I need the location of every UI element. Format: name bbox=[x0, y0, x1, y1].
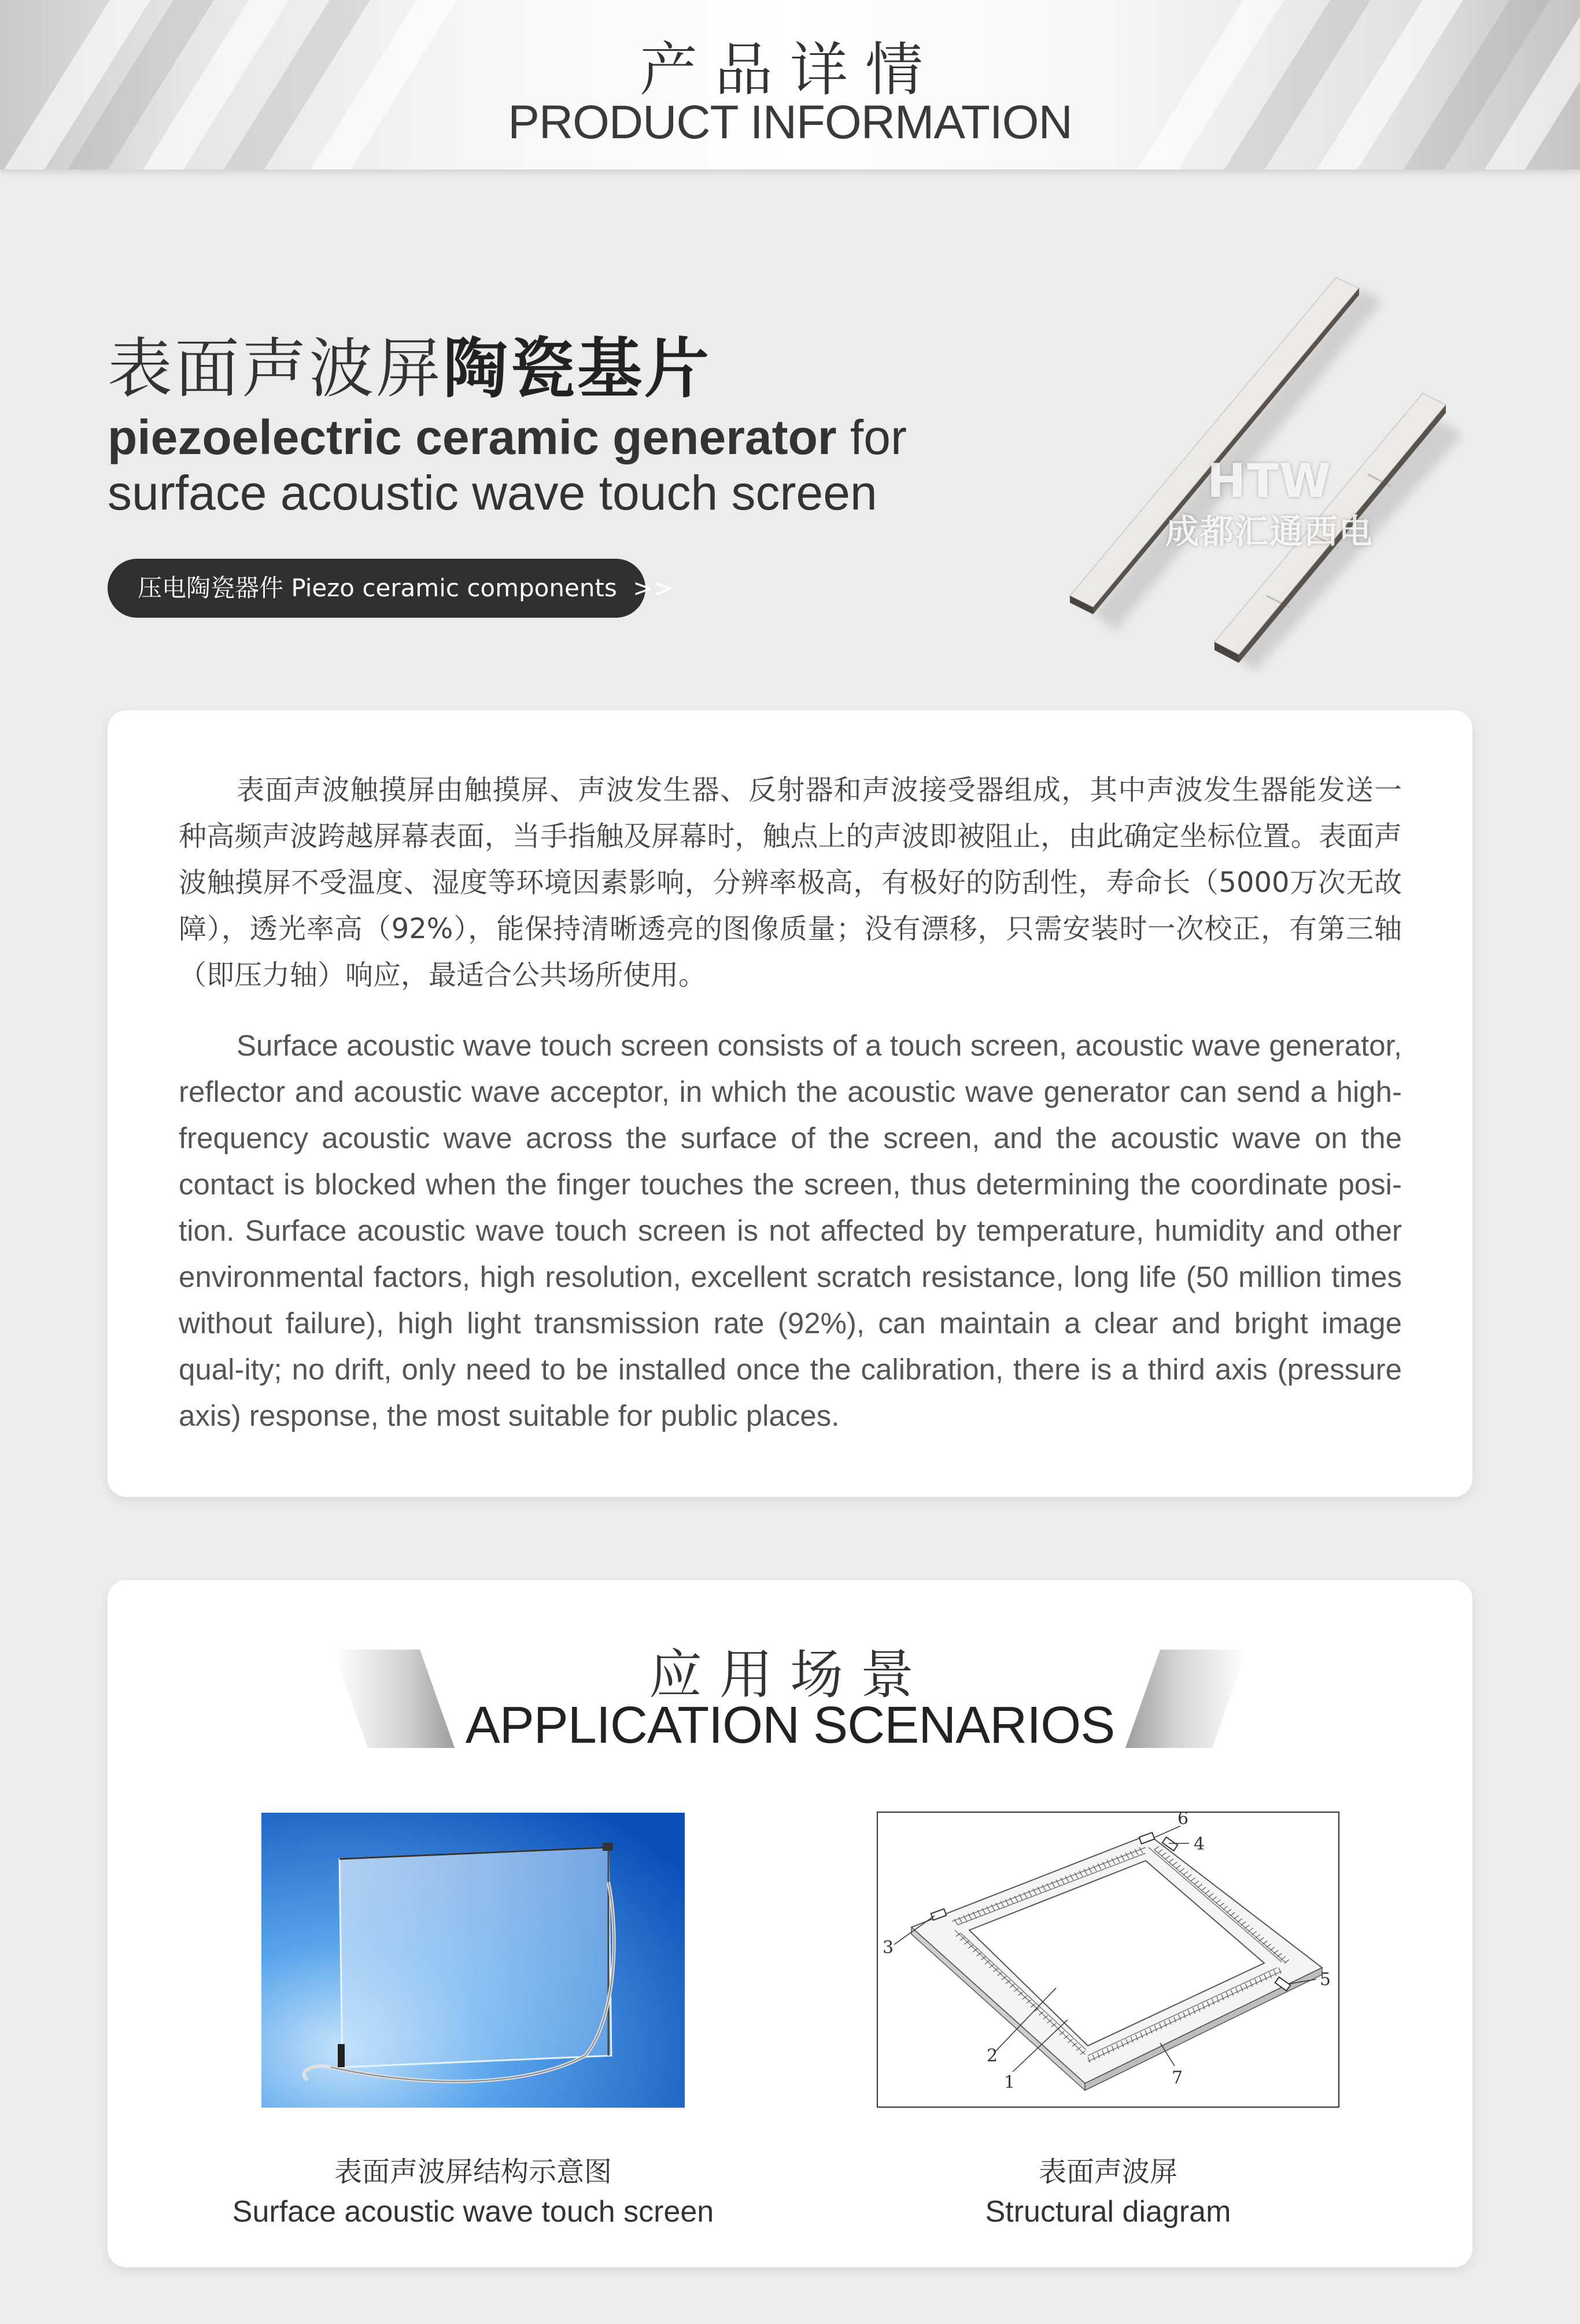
page-title-en: PRODUCT INFORMATION bbox=[508, 96, 1072, 149]
watermark-company: 成都汇通西电 bbox=[1165, 512, 1374, 551]
product-title-cn bbox=[108, 317, 711, 410]
caption-en: Surface acoustic wave touch screen bbox=[232, 2195, 714, 2229]
page-title-cn: 产品详情 bbox=[640, 36, 940, 104]
double-chevron-right-icon: >> bbox=[633, 574, 674, 602]
section-title-cn: 应用场景 bbox=[648, 1644, 931, 1706]
watermark-logo-text: HTW bbox=[1207, 454, 1332, 508]
header-banner bbox=[0, 0, 1580, 169]
pill-label: 压电陶瓷器件 Piezo ceramic components bbox=[138, 574, 617, 602]
description-en: Surface acoustic wave touch screen consists of a touch screen, acoustic wave generator, reflector and acoustic wave acceptor, in which the acoustic wave generator can send a high-frequency acoustic wave across the surface of the screen, and the acoustic wave on the contact is blocked when the finger touches the screen, thus determining the coordinate posi-tion. Surface acoustic wave touch screen is not affected by temperature, humidity and other environmental factors, high resolution, excellent scratch resistance, long life (50 million times without failure), high light transmission rate (92%), can maintain a clear and bright image qual-ity; no drift, only need to be installed once the calibration, there is a third axis (pressure axis) response, the most suitable for public places. bbox=[179, 1029, 1402, 1432]
product-title-en bbox=[108, 410, 975, 521]
product-title-en-bold: piezoelectric ceramic generator bbox=[108, 410, 837, 464]
description-card bbox=[108, 710, 1472, 1497]
product-title-en-rest: for surface acoustic wave touch screen bbox=[108, 410, 907, 520]
diagram-label: 5 bbox=[1320, 1969, 1331, 1990]
diagram-label: 2 bbox=[987, 2046, 998, 2066]
touch-screen-photo bbox=[261, 1813, 685, 2108]
caption-cn: 表面声波屏 bbox=[1038, 2156, 1177, 2188]
category-pill-button[interactable] bbox=[108, 559, 674, 618]
product-title-cn-bold: 陶瓷基片 bbox=[443, 331, 711, 407]
watermark-logo bbox=[1131, 454, 1408, 553]
diagram-label: 1 bbox=[1004, 2072, 1016, 2093]
caption-en: Structural diagram bbox=[985, 2195, 1231, 2229]
caption-cn: 表面声波屏结构示意图 bbox=[334, 2156, 612, 2188]
structural-diagram bbox=[877, 1812, 1339, 2108]
applications-card bbox=[108, 1580, 1472, 2267]
section-title-en: APPLICATION SCENARIOS bbox=[465, 1696, 1115, 1754]
diagram-label: 3 bbox=[883, 1938, 894, 1958]
diagram-label: 7 bbox=[1172, 2068, 1183, 2088]
description-cn: 表面声波触摸屏由触摸屏、声波发生器、反射器和声波接受器组成，其中声波发生器能发送一种高频声波跨越屏幕表面，当手指触及屏幕时，触点上的声波即被阻止，由此确定坐标位置。表面声波触摸屏不受温度、湿度等环境因素影响，分辨率极高，有极好的防刮性，寿命长（5000万次无故障），透光率高（92%），能保持清晰透亮的图像质量；没有漂移，只需安装时一次校正，有第三轴（即压力轴）响应，最适合公共场所使用。 bbox=[179, 774, 1402, 991]
diagram-label: 6 bbox=[1177, 1812, 1189, 1829]
diagram-label: 4 bbox=[1194, 1834, 1205, 1854]
product-title-cn-regular: 表面声波屏 bbox=[108, 331, 443, 407]
